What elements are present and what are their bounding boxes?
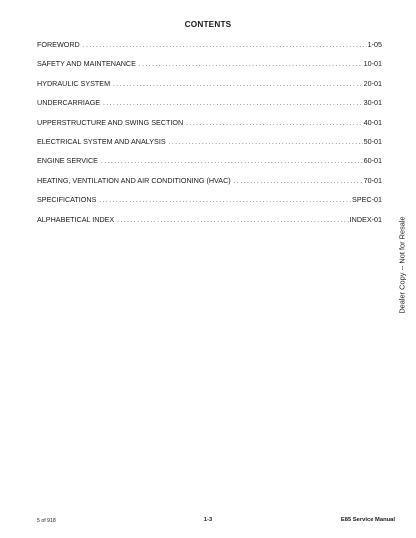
toc-entry-page: INDEX-01: [349, 214, 382, 224]
toc-entry-page: 70-01: [363, 175, 382, 185]
toc-entry-label: ELECTRICAL SYSTEM AND ANALYSIS: [37, 136, 166, 146]
toc-entry-label: HYDRAULIC SYSTEM: [37, 78, 111, 88]
toc-entry-page: 30-01: [363, 98, 382, 108]
dot-leader: [83, 42, 367, 51]
toc-entry-label: SPECIFICATIONS: [37, 195, 97, 205]
toc-entry[interactable]: [37, 215, 382, 234]
dot-leader: [113, 81, 363, 90]
manual-name: E85 Service Manual: [340, 517, 395, 523]
section-page-number: 1-3: [203, 517, 213, 523]
side-note-text: Dealer Copy -- Not for Resale: [397, 216, 407, 314]
toc-entry-label: FOREWORD: [37, 40, 80, 49]
toc-entry-page: SPEC-01: [352, 195, 382, 205]
dot-leader: [99, 197, 351, 206]
page-title: CONTENTS: [184, 20, 232, 29]
toc-entry[interactable]: [37, 98, 382, 117]
toc-entry[interactable]: [37, 156, 382, 175]
toc-entry-page: 50-01: [363, 136, 382, 146]
toc-entry-label: HEATING, VENTILATION AND AIR CONDITIONING (HVAC): [37, 175, 231, 185]
toc-entry[interactable]: [37, 118, 382, 137]
toc-entry[interactable]: [37, 40, 382, 59]
page-counter: 5 of 918: [37, 518, 56, 524]
watermark-side-note: [395, 215, 409, 315]
toc-entry[interactable]: [37, 59, 382, 78]
dot-leader: [169, 139, 363, 148]
toc-entry-label: UNDERCARRIAGE: [37, 98, 101, 108]
toc-entry-label: ENGINE SERVICE: [37, 156, 98, 166]
dot-leader: [186, 120, 362, 129]
dot-leader: [101, 158, 363, 167]
table-of-contents: [37, 40, 382, 234]
toc-entry[interactable]: [37, 137, 382, 156]
dot-leader: [234, 178, 363, 187]
dot-leader: [117, 217, 348, 226]
toc-entry-page: 10-01: [363, 59, 382, 69]
toc-entry[interactable]: [37, 195, 382, 214]
dot-leader: [139, 61, 363, 70]
toc-entry-label: SAFETY AND MAINTENANCE: [37, 59, 136, 69]
toc-entry[interactable]: [37, 176, 382, 195]
toc-entry-page: 1-05: [367, 40, 382, 49]
toc-entry-label: ALPHABETICAL INDEX: [37, 214, 115, 224]
toc-entry[interactable]: [37, 79, 382, 98]
toc-entry-page: 60-01: [363, 156, 382, 166]
toc-entry-page: 40-01: [363, 117, 382, 127]
toc-entry-page: 20-01: [363, 78, 382, 88]
dot-leader: [103, 100, 363, 109]
toc-entry-label: UPPERSTRUCTURE AND SWING SECTION: [37, 117, 184, 127]
